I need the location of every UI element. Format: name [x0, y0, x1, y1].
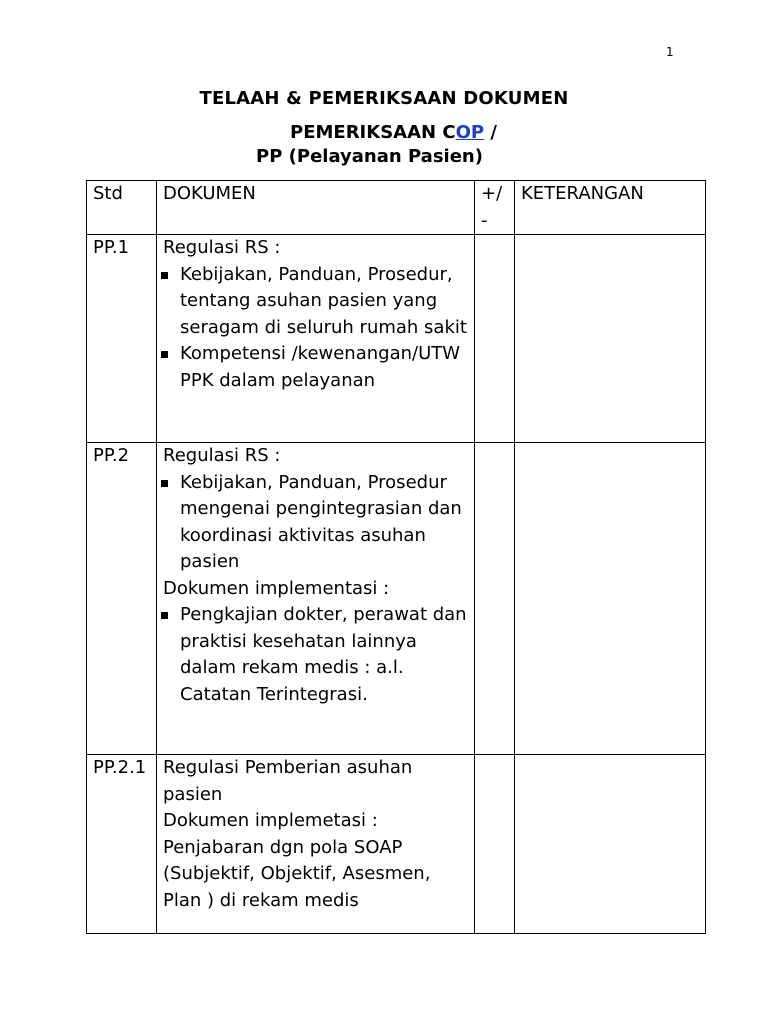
header-keterangan: KETERANGAN	[515, 181, 706, 235]
header-plus-minus: +/-	[475, 181, 515, 235]
table-header-row	[87, 181, 706, 235]
table-row	[87, 443, 706, 755]
table-row	[87, 235, 706, 443]
plus-minus-cell	[475, 235, 515, 443]
list-item: Kompetensi /kewenangan/UTW PPK dalam pelayanan	[163, 341, 468, 394]
dokumen-cell	[157, 755, 475, 934]
list-item: Kebijakan, Panduan, Prosedur mengenai pengintegrasian dan koordinasi aktivitas asuhan pasien	[163, 470, 468, 576]
text-line: Penjabaran dgn pola SOAP (Subjektif, Objektif, Asesmen, Plan ) di rekam medis	[163, 836, 431, 911]
implementation-intro: Dokumen implementasi :	[163, 577, 390, 599]
header-std: Std	[87, 181, 157, 235]
std-cell: PP.1	[87, 235, 157, 443]
keterangan-cell	[515, 443, 706, 755]
page-number: 1	[666, 45, 674, 59]
keterangan-cell	[515, 755, 706, 934]
text-line: Regulasi Pemberian asuhan pasien	[163, 757, 413, 805]
document-table	[86, 180, 706, 934]
dokumen-cell	[157, 443, 475, 755]
list-item: Kebijakan, Panduan, Prosedur, tentang asuhan pasien yang seragam di seluruh rumah sakit	[163, 262, 468, 342]
document-subtitle-2: PP (Pelayanan Pasien)	[256, 146, 483, 167]
plus-minus-cell	[475, 443, 515, 755]
bullet-list	[163, 470, 468, 576]
document-subtitle: PEMERIKSAAN COP /	[290, 122, 497, 143]
cop-link[interactable]: OP	[455, 122, 485, 143]
regulation-intro: Regulasi RS :	[163, 445, 281, 466]
keterangan-cell	[515, 235, 706, 443]
dokumen-cell	[157, 235, 475, 443]
bullet-list	[163, 602, 468, 708]
std-cell: PP.2	[87, 443, 157, 755]
bullet-list	[163, 262, 468, 395]
list-item: Pengkajian dokter, perawat dan praktisi kesehatan lainnya dalam rekam medis : a.l. Catatan Terintegrasi.	[163, 602, 468, 708]
std-cell: PP.2.1	[87, 755, 157, 934]
header-dokumen: DOKUMEN	[157, 181, 475, 235]
text-line: Dokumen implemetasi :	[163, 810, 378, 831]
table-row	[87, 755, 706, 934]
plus-minus-cell	[475, 755, 515, 934]
document-title: TELAAH & PEMERIKSAAN DOKUMEN	[199, 88, 569, 109]
regulation-intro: Regulasi RS :	[163, 237, 281, 258]
